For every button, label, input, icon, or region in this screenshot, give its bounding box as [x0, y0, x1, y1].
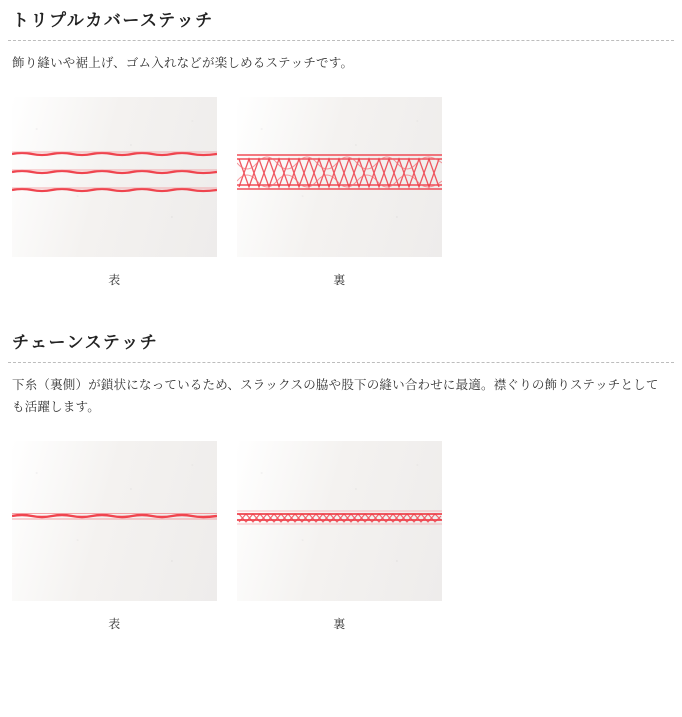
sample-back: [237, 97, 442, 288]
section-description: 飾り縫いや裾上げ、ゴム入れなどが楽しめるステッチです。: [12, 56, 354, 71]
fabric-texture: [237, 441, 442, 601]
sample-label: 表: [108, 616, 121, 631]
stitch-image-front: [12, 97, 217, 257]
fabric-texture: [12, 441, 217, 601]
section-title: トリプルカバーステッチ: [12, 11, 214, 30]
sample-front: [12, 97, 217, 288]
sample-back: [237, 441, 442, 632]
fabric-texture: [237, 97, 442, 257]
sample-label: 裏: [333, 616, 346, 631]
section-spacer: [8, 288, 674, 322]
stitch-image-front: [12, 441, 217, 601]
section-title: チェーンステッチ: [12, 332, 159, 352]
stitch-image-back: [237, 441, 442, 601]
sample-gallery: [8, 441, 674, 632]
sample-label: 裏: [333, 272, 346, 287]
section-triple-cover-stitch: [8, 0, 674, 288]
sample-gallery: [8, 97, 674, 288]
sample-label: 表: [108, 272, 121, 287]
stitch-image-back: [237, 97, 442, 257]
chain-stitch-front-illustration: [12, 441, 217, 601]
fabric-texture: [12, 97, 217, 257]
chain-stitch-back-illustration: [237, 441, 442, 601]
triple-cover-stitch-front-illustration: [12, 97, 217, 257]
triple-cover-stitch-back-illustration: [237, 97, 442, 257]
section-description: 下糸（裏側）が鎖状になっているため、スラックスの脇や股下の縫い合わせに最適。襟ぐりの飾りステッチとしても活躍します。: [12, 378, 659, 414]
sample-front: [12, 441, 217, 632]
section-chain-stitch: [8, 322, 674, 632]
